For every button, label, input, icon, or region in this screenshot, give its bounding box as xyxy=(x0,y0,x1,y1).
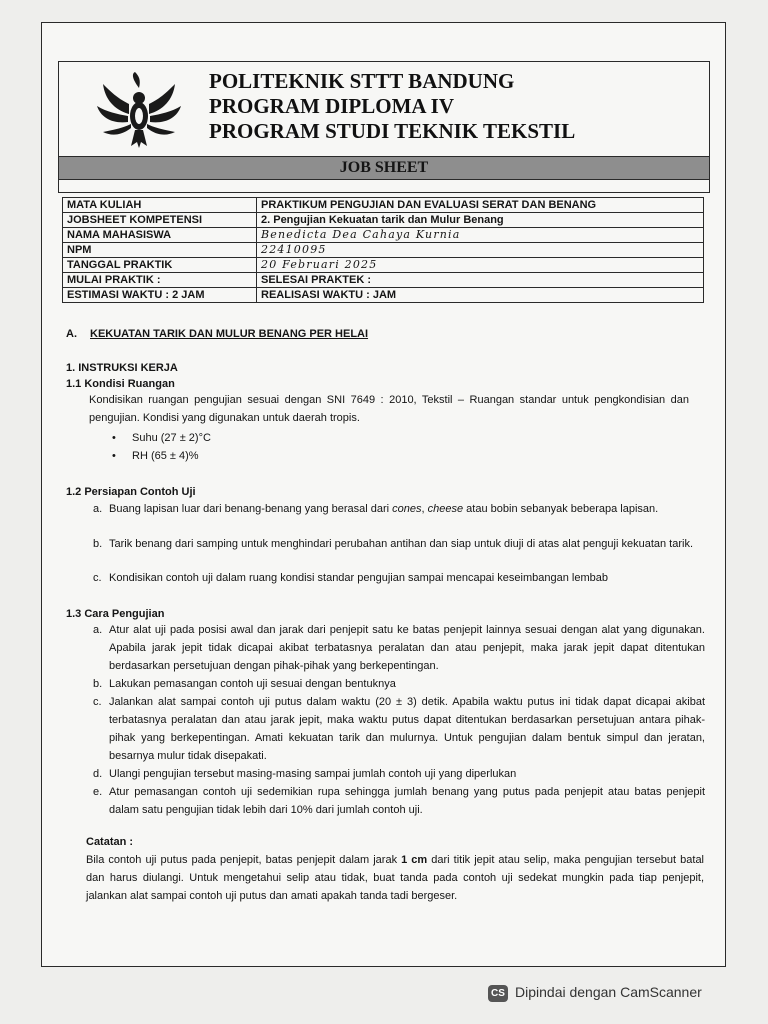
header-box xyxy=(58,61,710,193)
catatan-title: Catatan : xyxy=(86,836,134,848)
list-marker: b. xyxy=(93,678,103,690)
estimasi-label: ESTIMASI WAKTU : 2 JAM xyxy=(63,288,257,303)
camscanner-icon: CS xyxy=(488,985,508,1002)
table-row xyxy=(63,273,704,288)
list-marker: a. xyxy=(93,503,103,515)
tanggal-value: 20 Februari 2025 xyxy=(257,258,704,273)
section-1-3-d: Ulangi pengujian tersebut masing-masing sampai jumlah contoh uji yang diperlukan xyxy=(109,768,517,780)
s12a-comma: , xyxy=(421,503,428,515)
nama-label: NAMA MAHASISWA xyxy=(63,228,257,243)
section-1-3-c: Jalankan alat sampai contoh uji putus dalam waktu (20 ± 3) detik. Apabila waktu putus ini tidak dapat dicapai akibat terbatasnya peralatan dan atau jarak jepit, maka waktu putus dapat ditentukan berdasarkan persetujuan antara pihak-pihak yang berkepentingan. Amati kekuatan tarik dan mulurnya. Untuk pengujian dalam bentuk simpul dan jeratan, besarnya mulur tidak disepakati. xyxy=(109,696,705,762)
header-titles xyxy=(209,69,575,144)
header-line-1: POLITEKNIK STTT BANDUNG xyxy=(209,69,515,93)
nama-value: Benedicta Dea Cahaya Kurnia xyxy=(257,228,704,243)
section-1-3-a: Atur alat uji pada posisi awal dan jarak dari penjepit satu ke batas penjepit lainnya sesuai dengan alat yang digunakan. Apabila jarak jepit tidak dicapai akibat terbatasnya peralatan dan atau penjepit, maka jarak jepit dapat ditentukan berdasarkan persetujuan dengan pihak-pihak yang berkepentingan. xyxy=(109,624,705,672)
header-line-2: PROGRAM DIPLOMA IV xyxy=(209,94,454,118)
section-a-number: A. xyxy=(66,328,77,340)
section-1-3-e: Atur pemasangan contoh uji sedemikian rupa sehingga jumlah benang yang putus pada penjepit atau batas penjepit dalam satu pengujian tidak lebih dari 10% dari jumlah contoh uji. xyxy=(109,786,705,816)
institution-logo-icon xyxy=(95,70,183,150)
section-a-title: KEKUATAN TARIK DAN MULUR BENANG PER HELAI xyxy=(90,328,369,340)
instruksi-heading: 1. INSTRUKSI KERJA xyxy=(66,362,178,374)
section-1-2-c: Kondisikan contoh uji dalam ruang kondisi standar pengujian sampai mencapai keseimbangan lembab xyxy=(109,572,608,584)
job-sheet-band: JOB SHEET xyxy=(59,156,709,180)
section-1-1-title: 1.1 Kondisi Ruangan xyxy=(66,378,175,390)
s12a-cheese: cheese xyxy=(427,503,464,515)
catatan-pre: Bila contoh uji putus pada penjepit, batas penjepit dalam jarak xyxy=(86,854,402,866)
mata-kuliah-label: MATA KULIAH xyxy=(63,198,257,213)
section-1-2-title: 1.2 Persiapan Contoh Uji xyxy=(66,486,196,498)
s12a-post: atau bobin sebanyak beberapa lapisan. xyxy=(463,503,659,515)
list-marker: c. xyxy=(93,572,102,584)
jobsheet-label: JOBSHEET KOMPETENSI xyxy=(63,213,257,228)
table-row xyxy=(63,243,704,258)
list-marker: e. xyxy=(93,786,103,798)
camscanner-label: Dipindai dengan CamScanner xyxy=(515,984,702,1000)
catatan-bold: 1 cm xyxy=(401,854,428,866)
table-row xyxy=(63,258,704,273)
section-1-3-title: 1.3 Cara Pengujian xyxy=(66,608,165,620)
list-marker: a. xyxy=(93,624,103,636)
tanggal-label: TANGGAL PRAKTIK xyxy=(63,258,257,273)
info-table xyxy=(62,197,704,303)
list-marker: c. xyxy=(93,696,102,708)
section-1-1-text: Kondisikan ruangan pengujian sesuai dengan SNI 7649 : 2010, Tekstil – Ruangan standar untuk pengkondisian dan pengujian. Kondisi yang digunakan untuk daerah tropis. xyxy=(89,394,689,424)
list-marker: d. xyxy=(93,768,103,780)
realisasi-label: REALISASI WAKTU : JAM xyxy=(257,288,704,303)
npm-value: 22410095 xyxy=(257,243,704,258)
s12a-pre: Buang lapisan luar dari benang-benang yang berasal dari xyxy=(109,503,393,515)
table-row xyxy=(63,213,704,228)
table-row xyxy=(63,288,704,303)
selesai-label: SELESAI PRAKTEK : xyxy=(257,273,704,288)
s12a-cones: cones xyxy=(392,503,422,515)
section-1-2-a xyxy=(109,500,705,518)
table-row xyxy=(63,228,704,243)
jobsheet-value: 2. Pengujian Kekuatan tarik dan Mulur Benang xyxy=(257,213,704,228)
header-line-3: PROGRAM STUDI TEKNIK TEKSTIL xyxy=(209,119,576,143)
bullet-suhu: • Suhu (27 ± 2)°C xyxy=(132,429,211,447)
section-1-3-b: Lakukan pemasangan contoh uji sesuai dengan bentuknya xyxy=(109,678,396,690)
table-row xyxy=(63,198,704,213)
job-sheet-page xyxy=(41,22,726,967)
mulai-label: MULAI PRAKTIK : xyxy=(63,273,257,288)
catatan-text xyxy=(86,851,704,905)
list-marker: b. xyxy=(93,538,103,550)
section-1-2-b: Tarik benang dari samping untuk menghindari perubahan antihan dan siap untuk diuji di atas alat penguji kekuatan tarik. xyxy=(109,538,693,550)
mata-kuliah-value: PRAKTIKUM PENGUJIAN DAN EVALUASI SERAT DAN BENANG xyxy=(257,198,704,213)
catatan-post: dari titik jepit atau selip, maka pengujian tersebut batal dan harus diulangi. Untuk mengetahui selip atau tidak, buat tanda pada contoh uji sedekat mungkin pada tiap penjepit, jalankan alat sampai contoh uji putus dan amati apakah tanda tadi bergeser. xyxy=(86,854,704,902)
bullet-rh: • RH (65 ± 4)% xyxy=(132,447,199,465)
npm-label: NPM xyxy=(63,243,257,258)
